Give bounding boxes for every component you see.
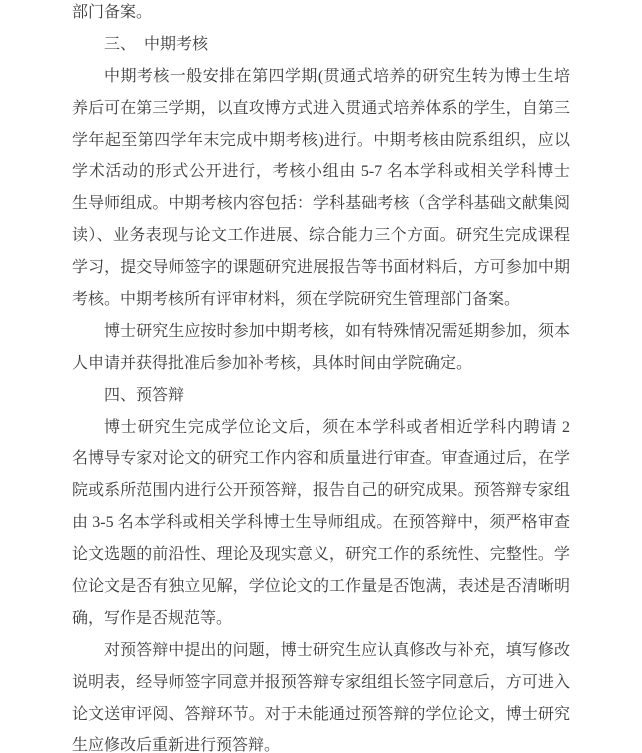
text-line: 考核。中期考核所有评审材料，须在学院研究生管理部门备案。: [72, 291, 521, 309]
document-body: [72, 0, 570, 753]
text-line: 学年起至第四学年末完成中期考核)进行。中期考核由院系组织，应以: [72, 131, 570, 149]
text-line: 位论文是否有独立见解，学位论文的工作量是否饱满，表述是否清晰明: [72, 578, 570, 596]
text-line: 学习，提交导师签字的课题研究进展报告等书面材料后，方可参加中期: [72, 259, 570, 277]
text-line: 由 3-5 名本学科或相关学科博士生导师组成。在预答辩中，须严格审查: [72, 514, 570, 532]
text-line: 学术活动的形式公开进行，考核小组由 5-7 名本学科或相关学科博士: [72, 163, 570, 181]
text-line: 博士研究生完成学位论文后，须在本学科或者相近学科内聘请 2: [104, 418, 570, 436]
text-line: 中期考核一般安排在第四学期(贯通式培养的研究生转为博士生培: [104, 67, 570, 85]
section-heading: 四、预答辩: [104, 386, 185, 404]
text-line: 博士研究生应按时参加中期考核，如有特殊情况需延期参加，须本: [104, 322, 570, 340]
text-line: 养后可在第三学期，以直攻博方式进入贯通式培养体系的学生，自第三: [72, 99, 570, 117]
text-line: 论文选题的前沿性、理论及现实意义，研究工作的系统性、完整性。学: [72, 546, 570, 564]
text-line: 名博导专家对论文的研究工作内容和质量进行审查。审查通过后，在学: [72, 450, 570, 468]
text-line: 论文送审评阅、答辩环节。对于未能通过预答辩的学位论文，博士研究: [72, 705, 570, 723]
text-line: 读）、业务表现与论文工作进展、综合能力三个方面。研究生完成课程: [72, 227, 570, 245]
text-line: 人申请并获得批准后参加补考核，具体时间由学院确定。: [72, 354, 473, 372]
text-line: 生应修改后重新进行预答辩。: [72, 737, 281, 753]
section-heading: 三、 中期考核: [104, 35, 209, 53]
text-line: 说明表，经导师签字同意并报预答辩专家组组长签字同意后，方可进入: [72, 673, 570, 691]
text-line: 院或系所范围内进行公开预答辩，报告自己的研究成果。预答辩专家组: [72, 482, 570, 500]
text-line: 生导师组成。中期考核内容包括：学科基础考核（含学科基础文献集阅: [72, 195, 570, 213]
text-line: 部门备案。: [72, 4, 153, 21]
text-line: 对预答辩中提出的问题，博士研究生应认真修改与补充，填写修改: [104, 641, 570, 659]
text-line: 确，写作是否规范等。: [72, 609, 233, 627]
